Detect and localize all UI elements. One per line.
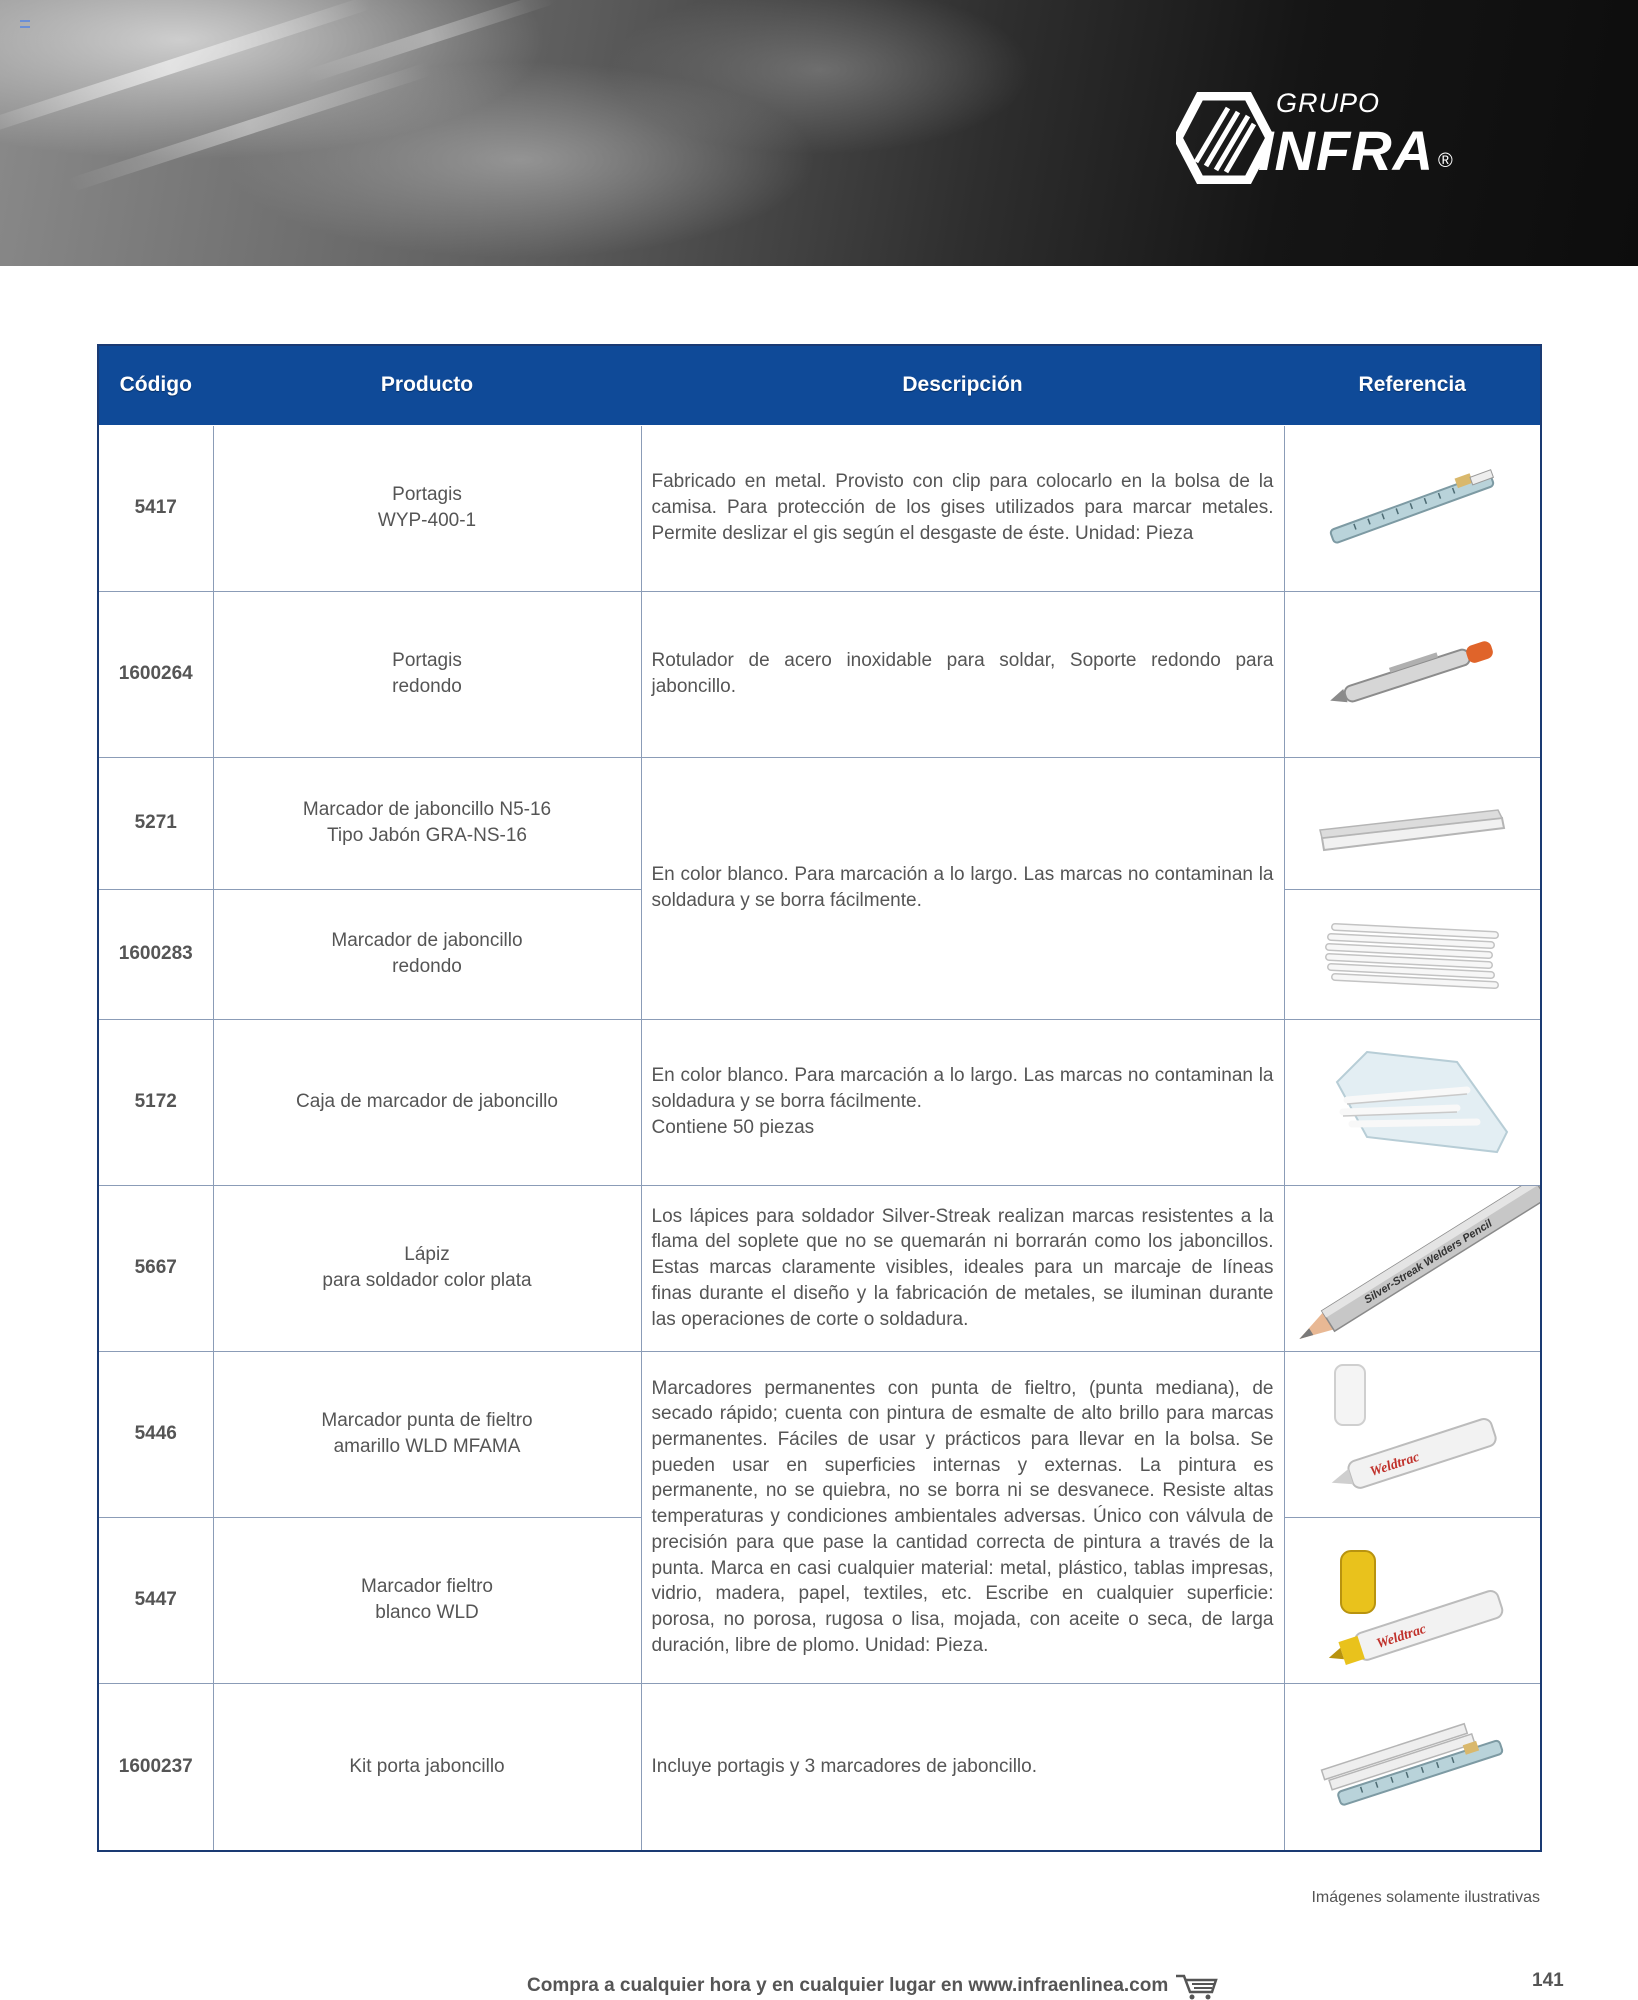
product-description: Incluye portagis y 3 marcadores de jaboncillo. [641,1683,1284,1851]
product-name-line: redondo [392,676,462,697]
table-row [98,1683,1541,1851]
page-number: 141 [1532,1970,1564,1991]
product-code: 5271 [98,757,213,889]
product-name [213,1351,641,1517]
menu-icon[interactable] [20,20,30,28]
description-line: En color blanco. Para marcación a lo largo. Las marcas no contaminan la soldadura y se borra fácilmente. [651,1065,1274,1113]
product-code: 1600264 [98,591,213,757]
product-code: 5417 [98,425,213,591]
product-name-line: Tipo Jabón GRA-NS-16 [327,825,527,846]
table-row [98,1351,1541,1517]
product-description: Los lápices para soldador Silver-Streak realizan marcas resistentes a la flama del soplete que no se quemarán ni borrarán como los jaboncillos. Estas marcas claramente visibles, ideales para un marcaje de líneas finas durante el diseño y la fabricación de metales, se iluminan durante las operaciones de corte o soldadura. [641,1185,1284,1351]
product-name-line: blanco WLD [375,1602,479,1623]
metal-chalk-holder-icon [1312,463,1512,553]
product-image [1284,1683,1541,1851]
illustrative-images-note: Imágenes solamente ilustrativas [1311,1889,1540,1906]
product-name-line: Portagis [392,650,462,671]
product-name [213,1683,641,1851]
product-image [1284,1351,1541,1517]
product-code: 5667 [98,1185,213,1351]
round-soapstone-sticks-icon [1307,909,1517,999]
product-code: 5172 [98,1019,213,1185]
flat-soapstone-icon [1312,788,1512,858]
header-reference: Referencia [1284,345,1541,425]
logo-grupo-text: GRUPO [1276,88,1381,118]
product-description: En color blanco. Para marcación a lo largo. Las marcas no contaminan la soldadura y se borra fácilmente. [641,757,1284,1019]
table-row [98,1185,1541,1351]
table-header-row [98,345,1541,425]
product-name [213,889,641,1019]
table-row [98,591,1541,757]
product-image [1284,425,1541,591]
product-name [213,1185,641,1351]
yellow-paint-marker-icon [1307,1525,1517,1675]
marker-brand-label: Weldtrac [1368,1449,1422,1480]
logo-infra-text: INFRA [1258,119,1435,182]
product-code: 1600237 [98,1683,213,1851]
product-name-line: Marcador de jaboncillo [331,930,523,951]
chalk-holder-kit-icon [1307,1712,1517,1822]
grupo-infra-logo [1176,88,1476,188]
product-name-line: redondo [392,956,462,977]
product-image [1284,1517,1541,1683]
product-image [1284,757,1541,889]
product-name-line: Lápiz [404,1244,450,1265]
silver-streak-pencil-icon [1285,1186,1540,1350]
product-name [213,425,641,591]
table-row [98,757,1541,889]
product-name-line: Portagis [392,484,462,505]
product-code: 1600283 [98,889,213,1019]
product-name-line: Caja de marcador de jaboncillo [296,1091,558,1112]
table-row [98,425,1541,591]
product-name-line: Marcador punta de fieltro [321,1410,533,1431]
soapstone-box-icon [1307,1042,1517,1162]
product-image [1284,889,1541,1019]
round-chalk-holder-icon [1312,629,1512,719]
description-line: Contiene 50 piezas [651,1116,815,1138]
product-name-line: para soldador color plata [322,1270,532,1291]
product-code: 5446 [98,1351,213,1517]
product-name [213,591,641,757]
product-name-line: amarillo WLD MFAMA [333,1436,521,1457]
product-name-line: Marcador fieltro [361,1576,493,1597]
product-image [1284,1019,1541,1185]
marker-brand-label: Weldtrac [1375,1621,1429,1652]
product-name [213,1517,641,1683]
white-paint-marker-icon [1307,1359,1517,1509]
table-row [98,1019,1541,1185]
header-code: Código [98,345,213,425]
footer-text: Compra a cualquier hora y en cualquier lugar en www.infraenlinea.com [527,1975,1169,1996]
product-image [1284,591,1541,757]
footer [527,1972,1218,2000]
product-description: Marcadores permanentes con punta de fieltro, (punta mediana), de secado rápido; cuenta con pintura de esmalte de alto brillo para marcas permanentes. Fáciles de usar y prácticos para llevar en la bolsa. Se pueden usar en superficies internas y externas. La pintura es permanente, no se quiebra, no se borra ni se desvanece. Resiste altas temperaturas y condiciones ambientales adversas. Único con válvula de precisión para que pase la cantidad correcta de pintura a través de la punta. Marca en casi cualquier material: metal, plástico, tablas impresas, vidrio, madera, papel, textiles, etc. Escribe en cualquier superficie: porosa, no porosa, rugosa o lisa, mojada, con aceite o seca, de larga duración, libre de plomo. Unidad: Pieza. [641,1351,1284,1683]
header-description: Descripción [641,345,1284,425]
shopping-cart-icon [1174,1972,1218,2000]
product-name-line: Kit porta jaboncillo [349,1755,505,1777]
product-image [1284,1185,1541,1351]
header-banner [0,0,1638,266]
registered-mark: ® [1438,150,1453,172]
product-name [213,757,641,889]
product-description: Fabricado en metal. Provisto con clip para colocarlo en la bolsa de la camisa. Para protección de los gises utilizados para marcar metales. Permite deslizar el gis según el desgaste de éste. Unidad: Pieza [641,425,1284,591]
product-name-line: WYP-400-1 [377,510,477,531]
product-name-line: Marcador de jaboncillo N5-16 [302,799,552,820]
product-description [641,1019,1284,1185]
product-description: Rotulador de acero inoxidable para soldar, Soporte redondo para jaboncillo. [641,591,1284,757]
pencil-label: Silver-Streak Welders Pencil [1361,1217,1495,1307]
product-table [97,344,1542,1852]
header-product: Producto [213,345,641,425]
product-code: 5447 [98,1517,213,1683]
product-name [213,1019,641,1185]
